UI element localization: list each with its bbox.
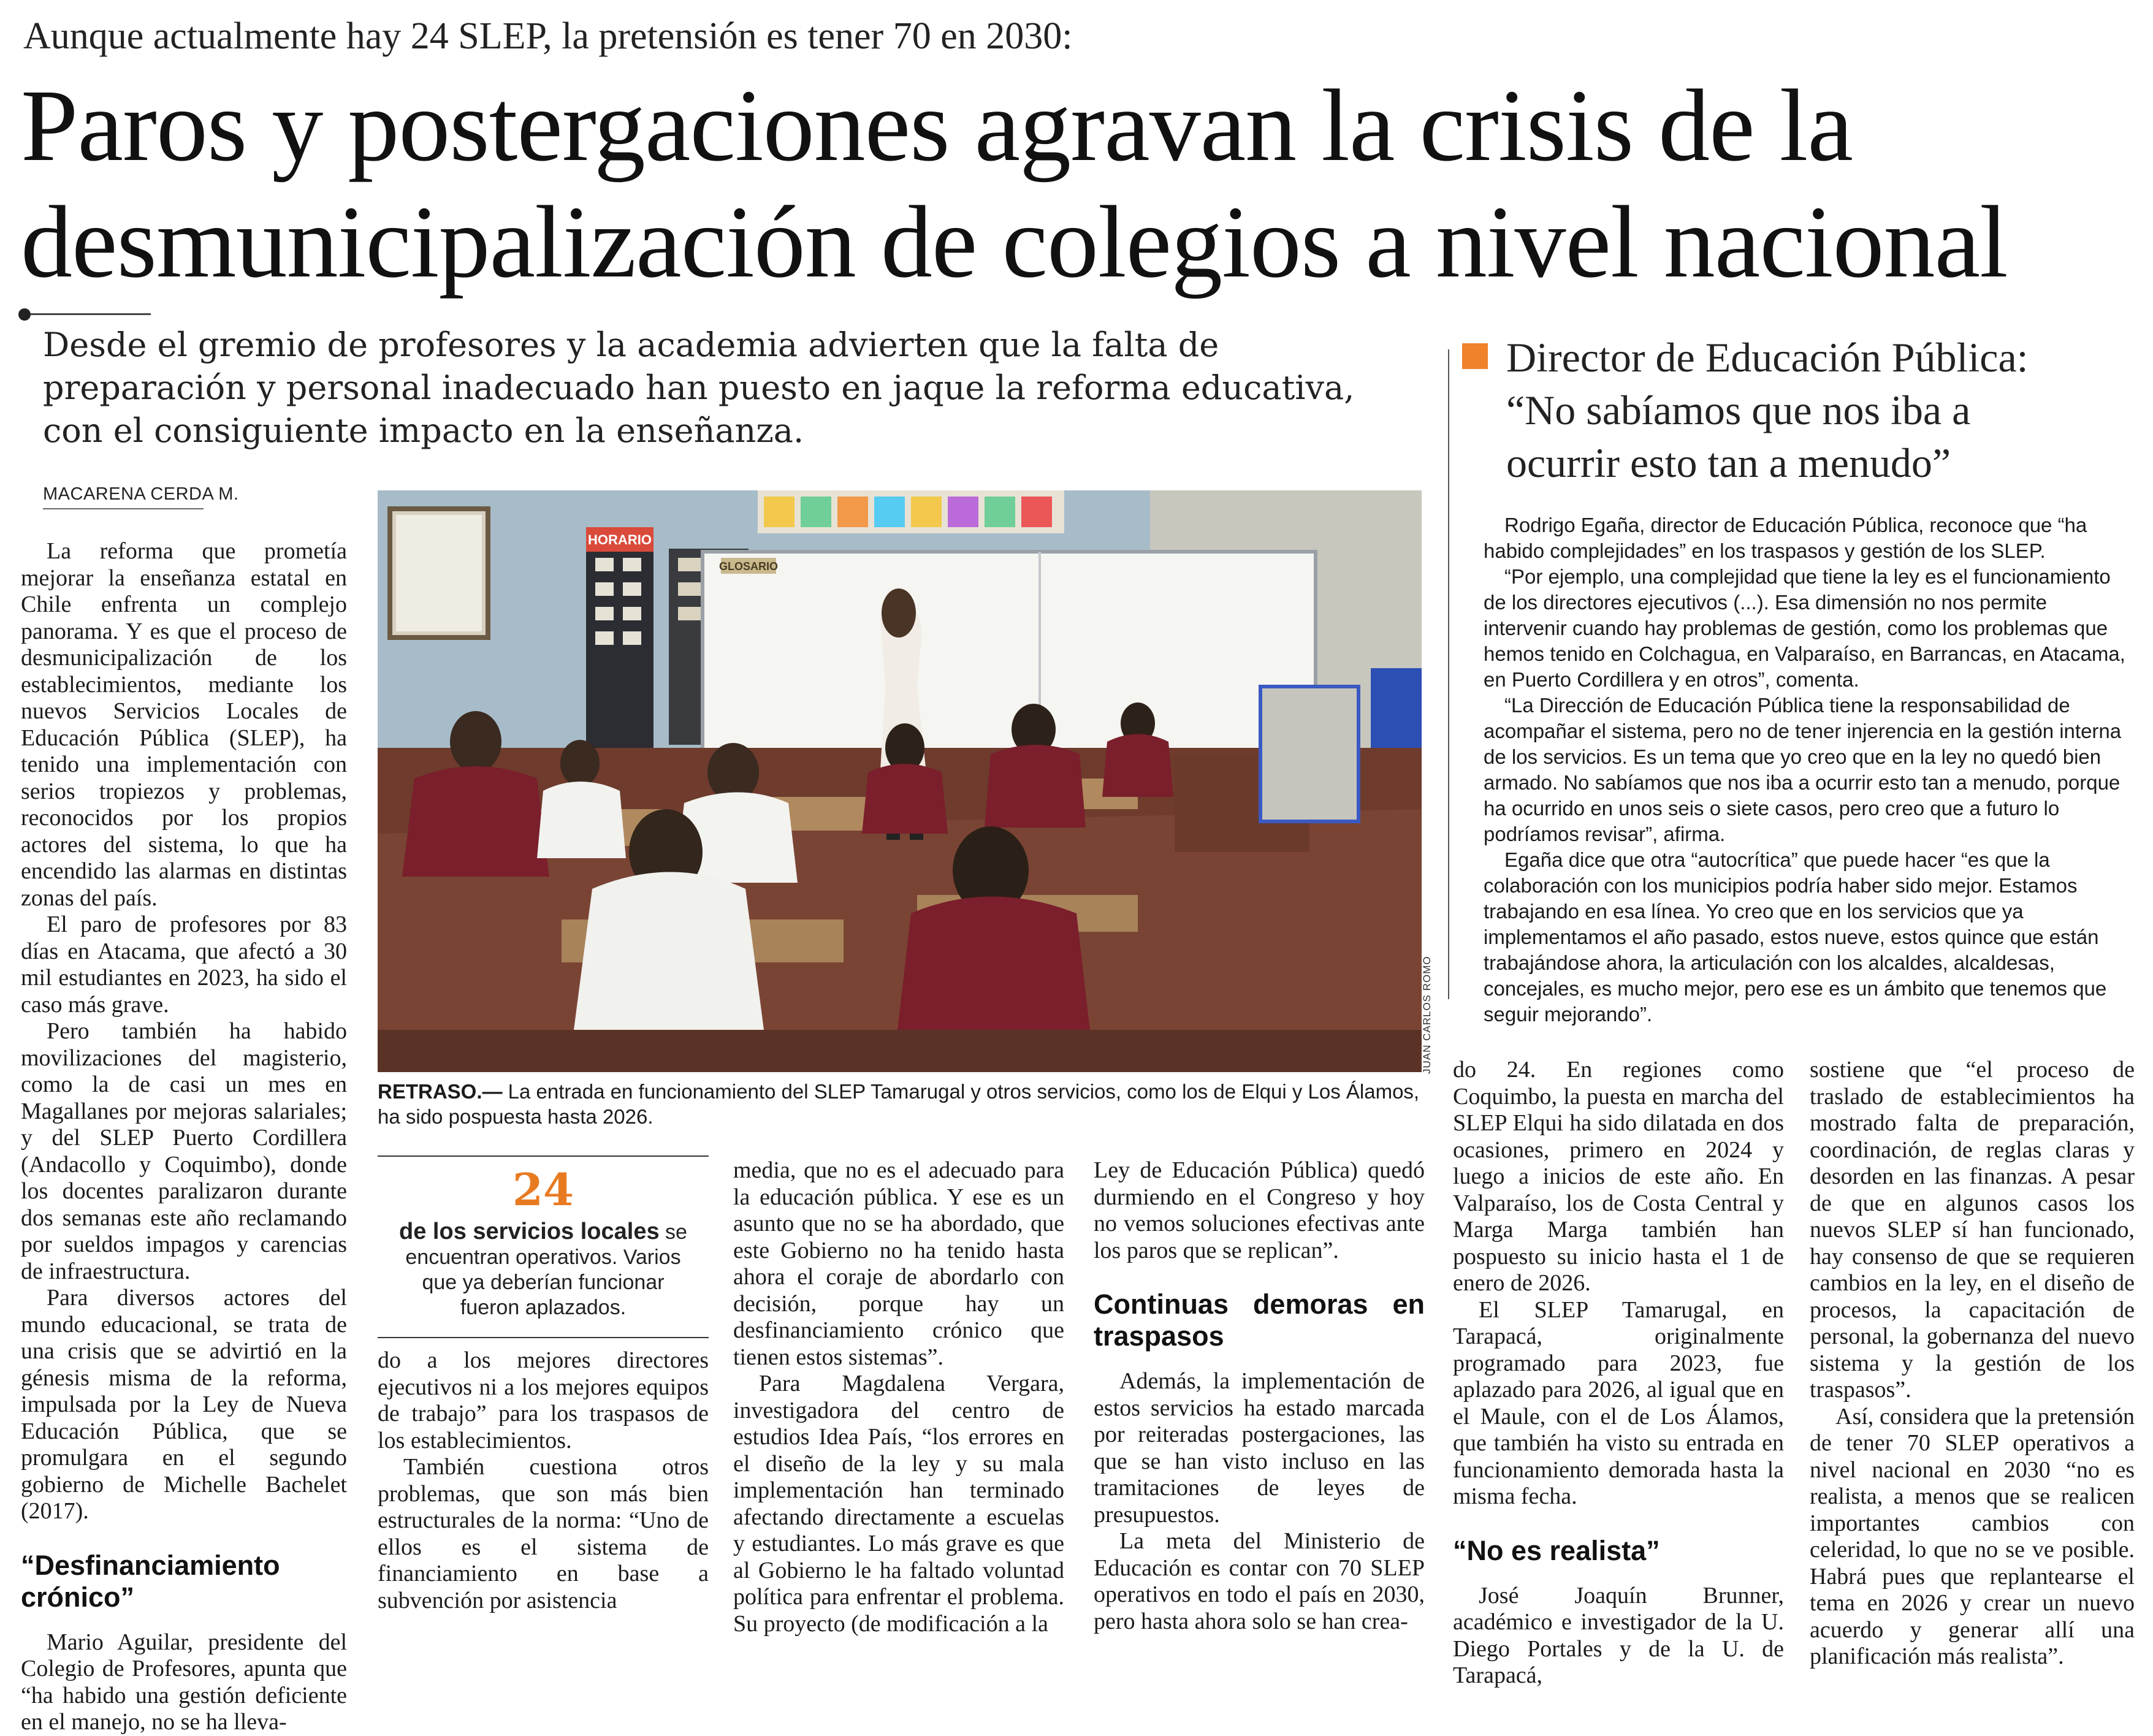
paragraph: José Joaquín Brunner, académico e investigador de la U. Diego Portales y de la U. de Tarapacá, [1453, 1582, 1784, 1688]
paragraph: Pero también ha habido movilizaciones del magisterio, como la de casi un mes en Magallanes por mejoras salariales; y del SLEP Puerto Cordillera (Andacollo y Coquimbo), donde los docentes paralizaron durante dos semanas este año reclamando por sueldos impagos y carencias de infraestructura. [21, 1018, 347, 1284]
classroom-photo [378, 490, 1422, 1072]
stat-rule-bottom [378, 1337, 709, 1338]
column-4 [1094, 1157, 1425, 1635]
headline-line-1: Paros y postergaciones agravan la crisis de la [21, 69, 1853, 183]
stat-bold: de los servicios locales [399, 1219, 660, 1244]
paragraph: La meta del Ministerio de Educación es contar con 70 SLEP operativos en todo el país en 2030, pero hasta ahora solo se han crea- [1094, 1528, 1425, 1634]
paragraph: Egaña dice que otra “autocrítica” que puede hacer “es que la colaboración con los municipios podría haber sido mejor. Estamos trabajando en esa línea. Yo creo que en los servicios que ya implementamos el año pasado, estos nueve, estos quince que están trabajándose ahora, la articulación con los alcaldes, alcaldesas, concejales, es mucho mejor, pero ese es un ámbito que tenemos que seguir mejorando”. [1484, 848, 2107, 1026]
sidebar-title-line-3: ocurrir esto tan a menudo” [1506, 440, 1951, 486]
paragraph: El paro de profesores por 83 días en Atacama, que afectó a 30 mil estudiantes en 2023, ha sido el caso más grave. [21, 912, 347, 1018]
column-3 [733, 1157, 1064, 1637]
paragraph: do 24. En regiones como Coquimbo, la puesta en marcha del SLEP Elqui ha sido dilatada en dos ocasiones, primero en 2024 y luego a inicios de este año. En Valparaíso, los de Costa Central y Marga Marga también han pospuesto su inicio hasta el 1 de enero de 2026. [1453, 1057, 1784, 1296]
deck-line-2: preparación y personal inadecuado han puesto en jaque la reforma educativa, [43, 368, 1355, 407]
paragraph: Ley de Educación Pública) quedó durmiendo en el Congreso y hoy no vemos soluciones efectivas ante los paros que se replican”. [1094, 1157, 1425, 1263]
stat-box [378, 1155, 709, 1339]
paragraph: “La Dirección de Educación Pública tiene la responsabilidad de acompañar el sistema, pero no de tener injerencia en la gestión interna de los servicios. Es un tema que yo creo que en la ley no quedó bien armado. No sabíamos que nos iba a ocurrir esto tan a menudo, porque ha ocurrido en unos seis o siete casos, pero creo que a futuro lo podríamos revisar”, afirma. [1484, 694, 2122, 845]
paragraph: Mario Aguilar, presidente del Colegio de Profesores, apunta que “ha habido una gestión deficiente en el manejo, no se ha lleva- [21, 1629, 347, 1735]
subheading: Continuas demoras en traspasos [1094, 1289, 1425, 1352]
rule-dot [18, 308, 31, 321]
paragraph: “Por ejemplo, una complejidad que tiene la ley es el funcionamiento de los directores ejecutivos (...). Esa dimensión no nos permite intervenir cuando hay problemas de gestión, como los problemas que hemos tenido en Colchagua, en Valparaíso, en Barrancas, en Atacama, en Puerto Cordillera y en otros”, comenta. [1484, 565, 2125, 691]
paragraph: media, que no es el adecuado para la educación pública. Y ese es un asunto que no se ha abordado, que este Gobierno no ha tenido hasta ahora el coraje de abordarlo con decisión, porque hay un desfinanciamiento crónico que tienen estos sistemas”. [733, 1157, 1064, 1370]
sidebar-body [1484, 512, 2126, 1027]
kicker: Aunque actualmente hay 24 SLEP, la pretensión es tener 70 en 2030: [23, 15, 1073, 57]
paragraph: Para diversos actores del mundo educacional, se trata de una crisis que se advirtió en la génesis misma de la reforma, impulsada por la Ley de Nueva Educación Pública, que se promulgara en el segundo gobierno de Michelle Bachelet (2017). [21, 1285, 347, 1524]
sidebar-title [1462, 331, 2136, 489]
paragraph: Así, considera que la pretensión de tener 70 SLEP operativos a nivel nacional en 2030 “no es realista, a menos que se realicen importantes cambios con celeridad, lo que no se ve posible. Habrá pues que replantearse el tema en 2026 y crear un nuevo acuerdo y generar allí una planificación más realista”. [1810, 1403, 2135, 1669]
classroom-illustration [378, 490, 1422, 1072]
paragraph: sostiene que “el proceso de traslado de establecimientos ha mostrado falta de preparación, coordinación, de reglas claras y desorden en las finanzas. A pesar de que en algunos casos los nuevos SLEP sí han funcionado, hay consenso de que se requieren cambios en la ley, en el diseño de procesos, la capacitación de personal, la gobernanza del nuevo sistema y la gestión de los traspasos”. [1810, 1057, 2135, 1403]
paragraph: Rodrigo Egaña, director de Educación Pública, reconoce que “ha habido complejidades” en los traspasos y gestión de los SLEP. [1484, 514, 2087, 562]
deck-line-1: Desde el gremio de profesores y la academia advierten que la falta de [43, 326, 1219, 364]
paragraph: Además, la implementación de estos servicios ha estado marcada por reiteradas postergaciones, las que se han visto incluso en las tramitaciones de leyes de presupuestos. [1094, 1368, 1425, 1528]
deck-line-3: con el consiguiente impacto en la enseñanza. [43, 411, 804, 450]
sidebar-title-line-1 [1462, 331, 2136, 384]
paragraph: El SLEP Tamarugal, en Tarapacá, originalmente programado para 2023, fue aplazado para 2026, al igual que en el Maule, con el de Los Álamos, que también ha visto su entrada en funcionamiento demorada hasta la misma fecha. [1453, 1296, 1784, 1509]
orange-square-icon [1462, 343, 1488, 369]
column-6 [1810, 1057, 2135, 1670]
column-1 [21, 538, 347, 1736]
stat-rest: se encuentran operativos. Varios que ya deberían funcionar fueron aplazados. [405, 1220, 687, 1319]
caption-lead: RETRASO.— [378, 1080, 503, 1103]
sidebar-divider [1448, 349, 1449, 999]
photo-caption [378, 1079, 1432, 1129]
paragraph: do a los mejores directores ejecutivos ni a los mejores equipos de trabajo” para los traspasos de los establecimientos. [378, 1347, 709, 1453]
caption-text: La entrada en funcionamiento del SLEP Tamarugal y otros servicios, como los de Elqui y Los Álamos, ha sido pospuesta hasta 2026. [378, 1080, 1420, 1128]
column-5 [1453, 1057, 1784, 1689]
paragraph: Para Magdalena Vergara, investigadora del centro de estudios Idea País, “los errores en el diseño de la ley y su mala implementación han terminado afectando directamente a escuelas y estudiantes. Lo más grave es que al Gobierno le ha faltado voluntad política para enfrentar el problema. Su proyecto (de modificación a la [733, 1371, 1064, 1637]
photo-credit [1421, 932, 1446, 1074]
subheading: “No es realista” [1453, 1534, 1660, 1566]
rule-line [31, 313, 151, 315]
byline: MACARENA CERDA M. [43, 484, 239, 504]
board-label-glosario: GLOSARIO [718, 560, 779, 573]
paragraph: También cuestiona otros problemas, que son más bien estructurales de la norma: “Uno de ellos es el sistema de financiamiento en base a subvención por asistencia [378, 1454, 709, 1613]
stat-text [390, 1219, 696, 1320]
sidebar-title-text-1: Director de Educación Pública: [1506, 334, 2029, 381]
paragraph: La reforma que prometía mejorar la enseñanza estatal en Chile enfrenta un complejo panorama. Y es que el proceso de desmunicipalización de los establecimientos, mediante los nuevos Servicios Locales de Educación Pública (SLEP), ha tenido una implementación con serios tropiezos y problemas, reconocidos por los propios actores del sistema, lo que ha encendido las alarmas en distintas zonas del país. [21, 538, 347, 911]
headline-line-2: desmunicipalización de colegios a nivel nacional [21, 185, 2008, 299]
column-2 [378, 1347, 709, 1614]
byline-rule [43, 508, 204, 509]
deck [43, 324, 1416, 452]
stat-number: 24 [512, 1163, 574, 1216]
sidebar-title-line-2: “No sabíamos que nos iba a [1506, 387, 1971, 433]
photo-credit-text: JUAN CARLOS ROMO [1421, 956, 1433, 1074]
subheading: “Desfinanciamiento crónico” [21, 1549, 280, 1613]
headline [21, 67, 2142, 300]
stat-rule-top [378, 1155, 709, 1157]
board-label-horario: HORARIO [588, 532, 652, 547]
